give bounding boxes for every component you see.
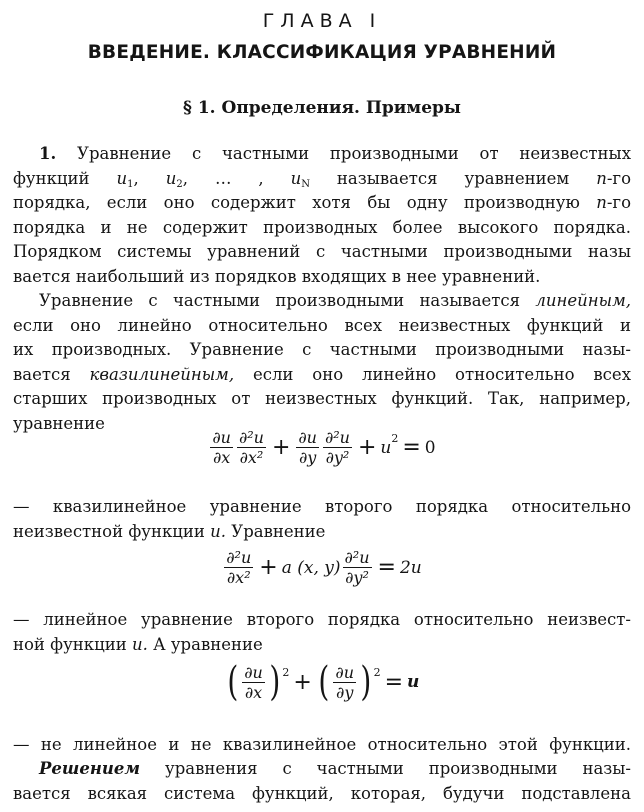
text-span: вается (13, 364, 71, 384)
text-line: вается всякая система функций, которая, будучи подставлена (13, 783, 631, 803)
plus-sign: + (293, 669, 312, 695)
math-sub: 2 (176, 178, 183, 190)
math-var: u (380, 437, 392, 458)
math-var: u. (131, 634, 148, 654)
math-term: 2u (399, 557, 422, 578)
math-var: n (596, 168, 607, 188)
fraction (333, 663, 356, 702)
denominator: ∂y² (325, 448, 350, 467)
text-span: Уравнение с частными производными называется (39, 291, 521, 310)
text-span: Уравнение (231, 521, 326, 541)
item-number: 1. (39, 144, 57, 163)
numerator: ∂u (212, 428, 231, 447)
text-line: — линейное уравнение второго порядка относительно неизвест- (13, 610, 631, 629)
math-exponent: 2 (282, 666, 290, 679)
math-sub: 1 (127, 178, 134, 190)
denominator: ∂x² (239, 448, 264, 467)
math-exponent: 2 (391, 432, 399, 445)
paragraph-linear (13, 289, 631, 436)
text-line: — не линейное и не квазилинейное относительно этой функции. (13, 735, 631, 754)
math-number: 0 (424, 437, 436, 458)
plus-sign: + (259, 555, 278, 580)
numerator: ∂²u (324, 428, 350, 447)
text-span: если оно линейно относительно всех (252, 364, 631, 384)
math-var: u (407, 672, 420, 692)
numerator: ∂²u (238, 428, 264, 447)
formula-linear (0, 548, 644, 587)
math-exponent: 2 (373, 666, 381, 679)
italic-term: линейным, (535, 291, 631, 310)
denominator: ∂x (213, 448, 231, 467)
denominator: ∂y² (345, 568, 369, 587)
text-line: порядка и не содержит производных более высокого порядка. (13, 217, 631, 237)
section-title: § 1. Определения. Примеры (183, 98, 461, 118)
text-line (13, 520, 631, 545)
paragraph-after-formula-2 (13, 608, 631, 657)
text-line (13, 142, 631, 167)
numerator: ∂u (244, 662, 263, 682)
fraction (343, 548, 372, 587)
text-line: Порядком системы уравнений с частными производными назы (13, 242, 631, 261)
left-paren: ( (226, 659, 238, 705)
math-var: u (290, 168, 302, 188)
text-span: уравнения с частными производными назы- (165, 759, 631, 778)
text-line: — квазилинейное уравнение второго порядка относительно (13, 497, 631, 516)
formula-quasilinear (0, 428, 644, 467)
paragraph-after-formula-1 (13, 495, 631, 544)
math-var: u (116, 168, 128, 188)
paragraph-after-formula-3 (13, 733, 631, 758)
text-line (13, 191, 631, 216)
plus-sign: + (271, 435, 291, 460)
left-paren: ( (318, 659, 330, 705)
text-span: порядка, если оно содержит хотя бы одну производную (13, 193, 580, 212)
text-line (13, 633, 631, 658)
fraction (237, 428, 266, 467)
text-span: функций (13, 168, 90, 188)
italic-term: квазилинейным, (89, 364, 235, 384)
equals-sign: = (377, 555, 396, 580)
bold-italic-term: Решением (39, 759, 141, 778)
formula-nonlinear (0, 659, 644, 705)
denominator: ∂x² (226, 568, 251, 587)
text-line: уравнение (13, 413, 105, 433)
denominator: ∂x (244, 682, 263, 702)
text-span: называется уравнением (336, 168, 570, 188)
numerator: ∂²u (344, 548, 370, 567)
text-line (13, 757, 631, 782)
chapter-heading: ГЛАВА I (262, 10, 382, 32)
fraction (242, 663, 265, 702)
text-line: старших производных от неизвестных функций. Так, например, (13, 389, 631, 408)
right-paren: ) (269, 659, 281, 705)
text-line: функций $u_1$, $u_2$, … , $u_N$ называется уравнением n-го (13, 168, 632, 190)
text-line: вается наибольший из порядков входящих в нее уравнений. (13, 266, 541, 286)
fraction (210, 428, 233, 467)
text-line: их производных. Уравнение с частными производными назы- (13, 340, 631, 359)
equals-sign: = (402, 435, 421, 460)
right-paren: ) (360, 659, 372, 705)
text-line: если оно линейно относительно всех неизвестных функций и (13, 315, 631, 335)
numerator: ∂u (298, 428, 317, 447)
fraction (296, 428, 319, 467)
math-sub: N (301, 178, 310, 190)
math-var: u (165, 168, 177, 188)
text-span: Уравнение с частными производными от неизвестных (77, 144, 631, 163)
math-dots: … (214, 168, 232, 188)
text-span: А уравнение (153, 634, 263, 654)
text-span: ной функции (13, 634, 127, 654)
plus-sign: + (357, 435, 377, 460)
numerator: ∂u (335, 662, 354, 682)
equals-sign: = (384, 669, 404, 695)
text-span: -го (606, 193, 631, 212)
fraction (323, 428, 352, 467)
chapter-title: ВВЕДЕНИЕ. КЛАССИФИКАЦИЯ УРАВНЕНИЙ (87, 42, 557, 63)
denominator: ∂y (336, 682, 354, 702)
math-var: u. (210, 521, 227, 541)
paragraph-definition (13, 142, 631, 289)
numerator: ∂²u (226, 548, 252, 567)
denominator: ∂y (299, 448, 317, 467)
text-span: неизвестной функции (13, 521, 205, 541)
text-span: -го (606, 168, 632, 188)
text-line (13, 363, 631, 388)
paragraph-solution (13, 757, 631, 806)
text-line (13, 289, 631, 314)
fraction (224, 548, 253, 587)
math-var: n (596, 193, 607, 212)
math-coefficient: a (x, y) (281, 557, 341, 578)
